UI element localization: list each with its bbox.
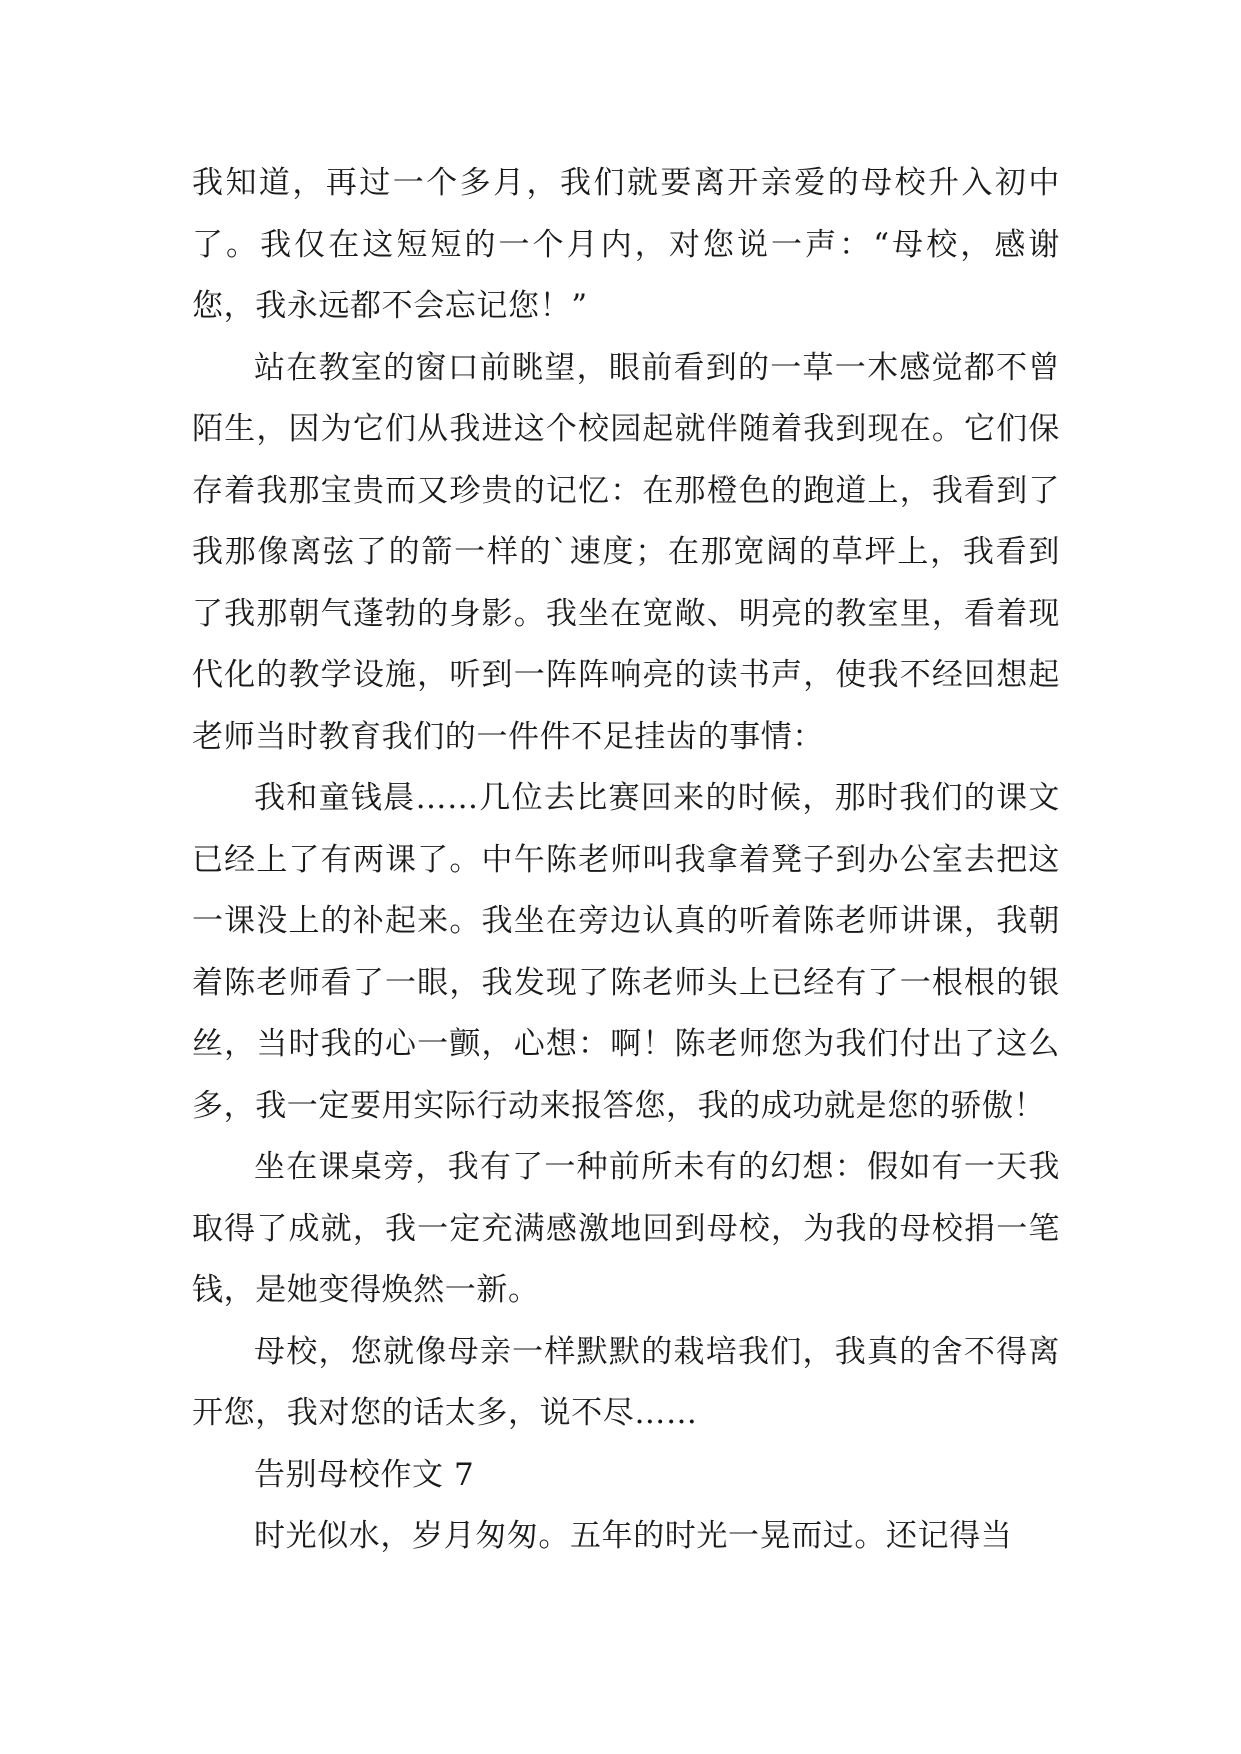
essay-heading: 告别母校作文 7 xyxy=(254,1456,475,1493)
paragraph: 坐在课桌旁，我有了一种前所未有的幻想：假如有一天我取得了成就，我一定充满感激地回到母校，为我的母校捐一笔钱，是她变得焕然一新。 xyxy=(192,1149,1060,1308)
document-body xyxy=(192,153,1060,1568)
paragraph: 时光似水，岁月匆匆。五年的时光一晃而过。还记得当 xyxy=(254,1518,1013,1554)
paragraph: 我和童钱晨……几位去比赛回来的时候，那时我们的课文已经上了有两课了。中午陈老师叫我拿着凳子到办公室去把这一课没上的补起来。我坐在旁边认真的听着陈老师讲课，我朝着陈老师看了一眼，我发现了陈老师头上已经有了一根根的银丝，当时我的心一颤，心想：啊！陈老师您为我们付出了这么多，我一定要用实际行动来报答您，我的成功就是您的骄傲！ xyxy=(192,780,1060,1124)
paragraph: 母校，您就像母亲一样默默的栽培我们，我真的舍不得离开您，我对您的话太多，说不尽…… xyxy=(192,1333,1060,1431)
paragraph: 我知道，再过一个多月，我们就要离开亲爱的母校升入初中了。我仅在这短短的一个月内，对您说一声：“母校，感谢您，我永远都不会忘记您！” xyxy=(192,165,1060,324)
paragraph: 站在教室的窗口前眺望，眼前看到的一草一木感觉都不曾陌生，因为它们从我进这个校园起就伴随着我到现在。它们保存着我那宝贵而又珍贵的记忆：在那橙色的跑道上，我看到了我那像离弦了的箭一样的`速度；在那宽阔的草坪上，我看到了我那朝气蓬勃的身影。我坐在宽敞、明亮的教室里，看着现代化的教学设施，听到一阵阵响亮的读书声，使我不经回想起老师当时教育我们的一件件不足挂齿的事情： xyxy=(192,349,1060,755)
